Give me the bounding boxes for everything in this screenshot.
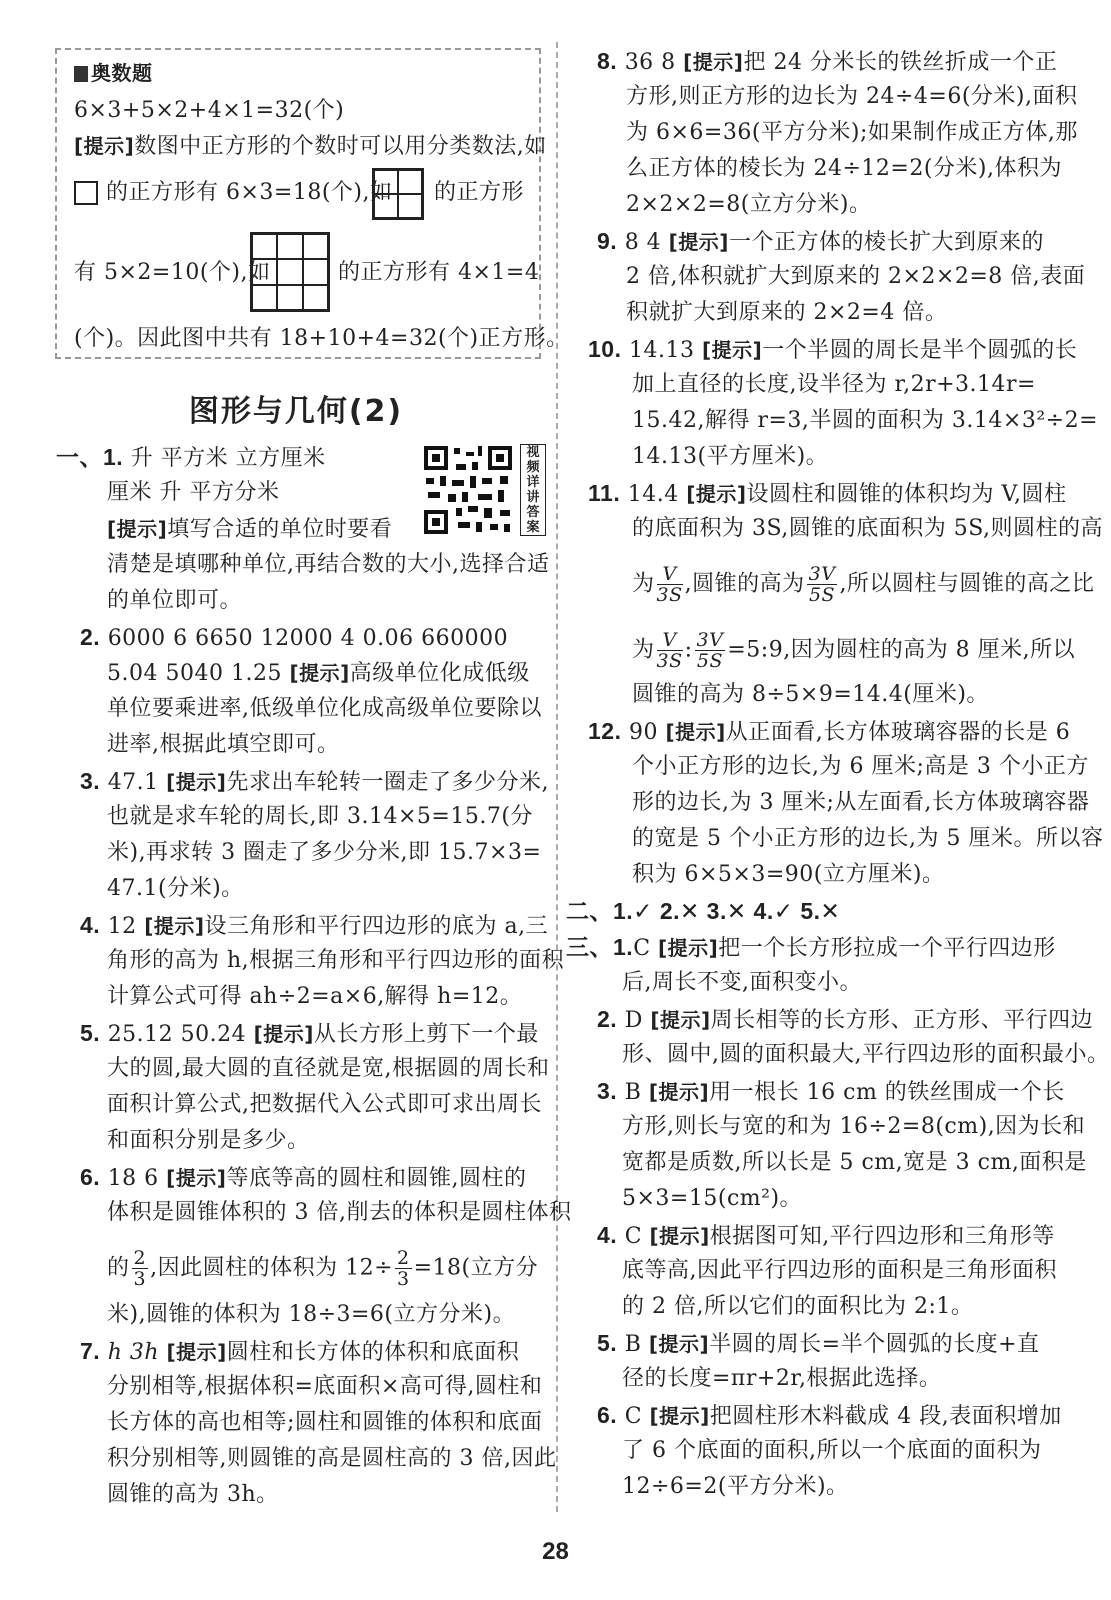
answer-3-3: 3. B [提示]用一根长 16 cm 的铁丝围成一个长 — [597, 1078, 1065, 1105]
section-title: 图形与几何(2) — [188, 394, 404, 429]
answer-3-2: 2. D [提示]周长相等的长方形、正方形、平行四边 — [597, 1006, 1094, 1033]
fraction: $\frac{3V}{5S}$ — [696, 629, 724, 672]
olympiad-header: 奥数题 — [74, 58, 153, 88]
3x3-square-figure — [250, 232, 330, 312]
answer-3-4: 4. C [提示]根据图可知,平行四边形和三角形等 — [597, 1222, 1055, 1249]
answer-5: 5. 25.12 50.24 [提示]从长方形上剪下一个最 — [80, 1020, 539, 1047]
answer-7: 7. h 3h [提示]圆柱和长方体的体积和底面积 — [80, 1338, 520, 1365]
fraction: $\frac{V}{3S}$ — [656, 629, 683, 672]
answer-3-1: 三、1.C [提示]把一个长方形拉成一个平行四边形 — [566, 934, 1056, 961]
column-divider — [556, 42, 558, 1512]
answer-3: 3. 47.1 [提示]先求出车轮转一圈走了多少分米, — [80, 768, 549, 795]
fraction: $\frac{2}{3}$ — [133, 1247, 147, 1290]
page-number: 28 — [542, 1538, 569, 1565]
answer-12: 12. 90 [提示]从正面看,长方体玻璃容器的长是 6 — [588, 718, 1071, 745]
answer-10: 10. 14.13 [提示]一个半圆的周长是半个圆弧的长 — [588, 336, 1078, 363]
answer-11: 11. 14.4 [提示]设圆柱和圆锥的体积均为 V,圆柱 — [588, 480, 1067, 507]
answer-6: 6. 18 6 [提示]等底等高的圆柱和圆锥,圆柱的 — [80, 1164, 527, 1191]
small-square-figure — [74, 181, 98, 205]
2x2-square-figure — [372, 168, 424, 220]
section-2-answers: 二、1.✓ 2.✕ 3.✕ 4.✓ 5.✕ — [566, 898, 841, 924]
answer-3-5: 5. B [提示]半圆的周长=半个圆弧的长度+直 — [597, 1330, 1040, 1357]
qr-code — [420, 442, 516, 538]
answer-3-6: 6. C [提示]把圆柱形木料截成 4 段,表面积增加 — [597, 1402, 1062, 1429]
fraction: $\frac{V}{3S}$ — [656, 563, 683, 606]
answer-4: 4. 12 [提示]设三角形和平行四边形的底为 a,三 — [80, 912, 549, 939]
fraction: $\frac{2}{3}$ — [397, 1247, 410, 1290]
olympiad-hint: [提示]数图中正方形的个数时可以用分类数法,如 — [74, 134, 547, 159]
answer-8: 8. 36 8 [提示]把 24 分米长的铁丝折成一个正 — [597, 48, 1058, 75]
qr-side-label: 视频详讲答案 — [520, 444, 546, 536]
answer-1: 一、1. 升 平方米 立方厘米 — [56, 444, 326, 471]
olympiad-answer: 6×3+5×2+4×1=32(个) — [74, 98, 345, 123]
fraction: $\frac{3V}{5S}$ — [808, 563, 836, 606]
answer-9: 9. 8 4 [提示]一个正方体的棱长扩大到原来的 — [597, 228, 1044, 255]
book-icon — [74, 66, 88, 82]
answer-2: 2. 6000 6 6650 12000 4 0.06 660000 — [80, 624, 509, 651]
